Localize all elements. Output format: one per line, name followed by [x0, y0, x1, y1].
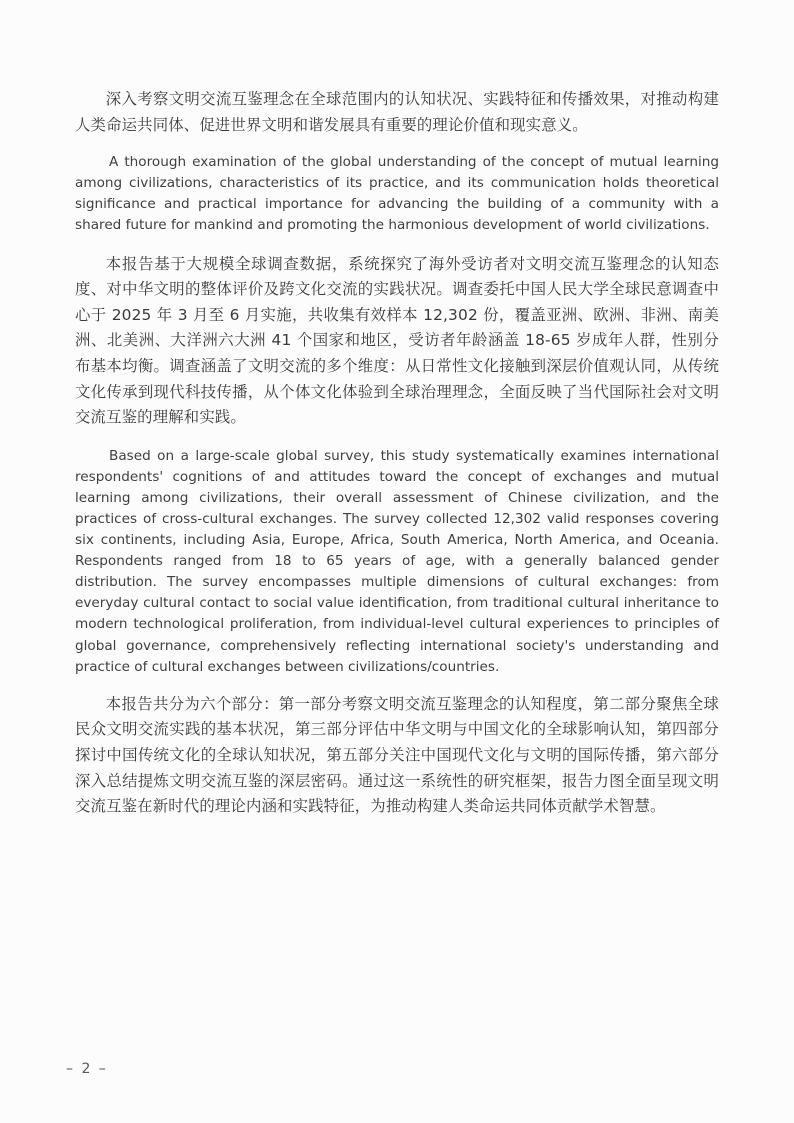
- paragraph-cn-structure: 本报告共分为六个部分：第一部分考察文明交流互鉴理念的认知程度，第二部分聚焦全球民众文明交流实践的基本状况，第三部分评估中华文明与中国文化的全球影响认知，第四部分探讨中国传统文化的全球认知状况，第五部分关注中国现代文化与文明的国际传播，第六部分深入总结提炼文明交流互鉴的深层密码。通过这一系统性的研究框架，报告力图全面呈现文明交流互鉴在新时代的理论内涵和实践特征，为推动构建人类命运共同体贡献学术智慧。: [75, 694, 719, 816]
- paragraph-cn-intro: 深入考察文明交流互鉴理念在全球范围内的认知状况、实践特征和传播效果，对推动构建人类命运共同体、促进世界文明和谐发展具有重要的理论价值和现实意义。: [75, 90, 719, 134]
- paragraph-cn-survey: 本报告基于大规模全球调查数据，系统探究了海外受访者对文明交流互鉴理念的认知态度、对中华文明的整体评价及跨文化交流的实践状况。调查委托中国人民大学全球民意调查中心于 2025 年 3 月至 6 月实施，共收集有效样本 12,302 份，覆盖亚洲、欧洲、非洲、南美洲、北美洲、大洋洲六大洲 41 个国家和地区，受访者年龄涵盖 18-65 岁成年人群，性别分布基本均衡。调查涵盖了文明交流的多个维度：从日常性文化接触到深层价值观认同，从传统文化传承到现代科技传播，从个体文化体验到全球治理理念，全面反映了当代国际社会对文明交流互鉴的理解和实践。: [75, 254, 719, 427]
- paragraph-en-intro: A thorough examination of the global understanding of the concept of mutual learning among civilizations, characteristics of its practice, and its communication holds theoretical significance and practical importance for advancing the building of a community with a shared future for mankind and promoting the harmonious development of world civilizations.: [75, 154, 719, 234]
- document-body: [75, 87, 719, 836]
- paragraph-en-survey: Based on a large-scale global survey, this study systematically examines international respondents' cognitions of and attitudes toward the concept of exchanges and mutual learning among civilizations, their overall assessment of Chinese civilization, and the practices of cross-cultural exchanges. The survey collected 12,302 valid responses covering six continents, including Asia, Europe, Africa, South America, North America, and Oceania. Respondents ranged from 18 to 65 years of age, with a generally balanced gender distribution. The survey encompasses multiple dimensions of cultural exchanges: from everyday cultural contact to social value identification, from traditional cultural inheritance to modern technological proliferation, from individual-level cultural experiences to principles of global governance, comprehensively reflecting international society's understanding and practice of cultural exchanges between civilizations/countries.: [75, 447, 719, 675]
- page-number: – 2 –: [66, 1061, 108, 1077]
